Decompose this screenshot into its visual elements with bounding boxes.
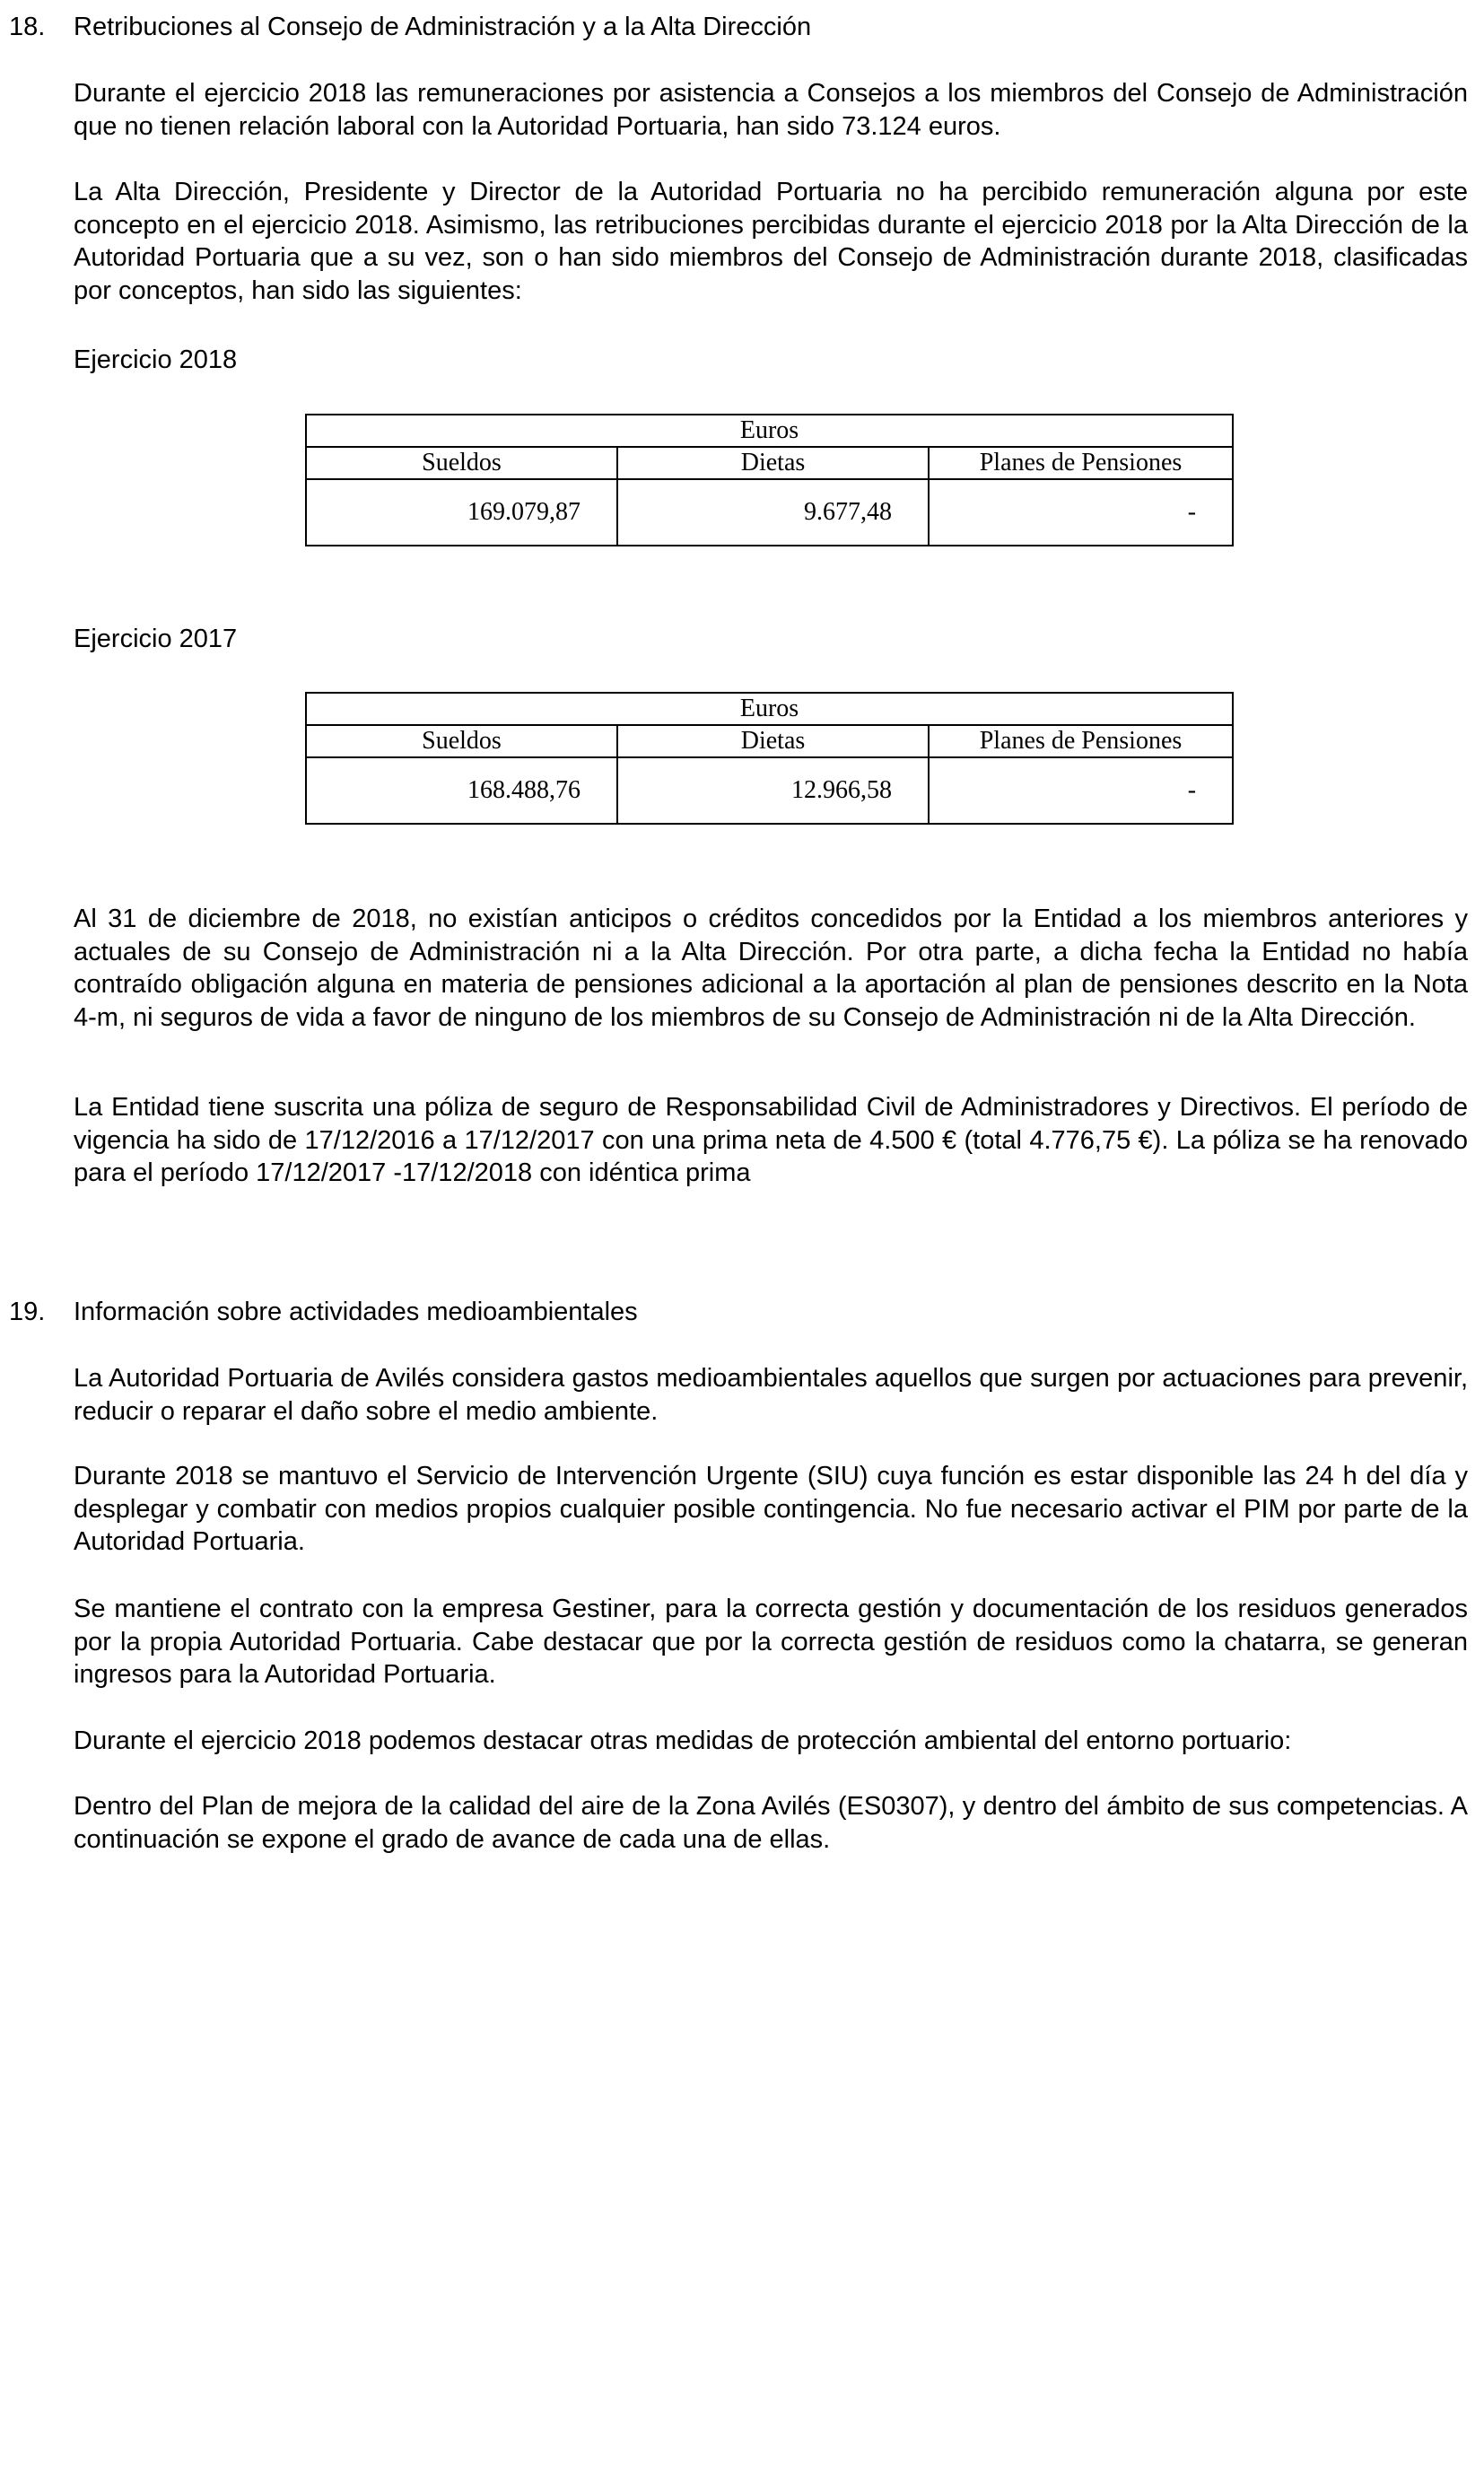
table-cell: 12.966,58 xyxy=(617,757,929,824)
column-header: Planes de Pensiones xyxy=(929,725,1233,757)
column-header: Dietas xyxy=(617,447,929,479)
column-header: Planes de Pensiones xyxy=(929,447,1233,479)
table-cell: 168.488,76 xyxy=(306,757,617,824)
paragraph: Durante el ejercicio 2018 podemos destacar otras medidas de protección ambiental del entorno portuario: xyxy=(74,1726,1292,1755)
paragraph: Durante 2018 se mantuvo el Servicio de Intervención Urgente (SIU) cuya función es estar disponible las 24 h del día y desplegar y combatir con medios propios cualquier posible contingencia. No fue necesario activar el PIM por parte de la Autoridad Portuaria. xyxy=(74,1462,1468,1556)
section-title: Retribuciones al Consejo de Administración y a la Alta Dirección xyxy=(74,13,812,41)
table-caption: Ejercicio 2018 xyxy=(74,345,238,374)
paragraph: Se mantiene el contrato con la empresa Gestiner, para la correcta gestión y documentación de los residuos generados por la propia Autoridad Portuaria. Cabe destacar que por la correcta gestión de residuos como la chatarra, se generan ingresos para la Autoridad Portuaria. xyxy=(74,1595,1468,1689)
column-header: Sueldos xyxy=(306,725,617,757)
paragraph: Durante el ejercicio 2018 las remuneraciones por asistencia a Consejos a los miembros del Consejo de Administración que no tienen relación laboral con la Autoridad Portuaria, han sido 73.124 euros. xyxy=(74,79,1468,141)
paragraph: La Entidad tiene suscrita una póliza de seguro de Responsabilidad Civil de Administradores y Directivos. El período de vigencia ha sido de 17/12/2016 a 17/12/2017 con una prima neta de 4.500 € (total 4.776,75 €). La póliza se ha renovado para el período 17/12/2017 -17/12/2018 con idéntica prima xyxy=(74,1093,1468,1187)
column-header: Dietas xyxy=(617,725,929,757)
paragraph: Al 31 de diciembre de 2018, no existían anticipos o créditos concedidos por la Entidad a los miembros anteriores y actuales de su Consejo de Administración ni a la Alta Dirección. Por otra parte, a dicha fecha la Entidad no había contraído obligación alguna en materia de pensiones adicional a la aportación al plan de pensiones descrito en la Nota 4-m, ni seguros de vida a favor de ninguno de los miembros de su Consejo de Administración ni de la Alta Dirección. xyxy=(74,905,1468,1032)
table-caption: Ejercicio 2017 xyxy=(74,625,238,653)
section-title: Información sobre actividades medioambientales xyxy=(74,1298,638,1326)
section-number: 19. xyxy=(9,1298,46,1326)
remuneration-table-2018 xyxy=(305,414,1234,546)
table-cell: - xyxy=(929,757,1233,824)
paragraph: La Autoridad Portuaria de Avilés considera gastos medioambientales aquellos que surgen por actuaciones para prevenir, reducir o reparar el daño sobre el medio ambiente. xyxy=(74,1364,1468,1426)
section-number: 18. xyxy=(9,13,46,41)
remuneration-table-2017 xyxy=(305,692,1234,825)
paragraph: Dentro del Plan de mejora de la calidad del aire de la Zona Avilés (ES0307), y dentro del ámbito de sus competencias. A continuación se expone el grado de avance de cada una de ellas. xyxy=(74,1792,1468,1854)
table-cell: - xyxy=(929,479,1233,546)
paragraph: La Alta Dirección, Presidente y Director de la Autoridad Portuaria no ha percibido remuneración alguna por este concepto en el ejercicio 2018. Asimismo, las retribuciones percibidas durante el ejercicio 2018 por la Alta Dirección de la Autoridad Portuaria que a su vez, son o han sido miembros del Consejo de Administración durante 2018, clasificadas por conceptos, han sido las siguientes: xyxy=(74,178,1468,305)
table-unit-header: Euros xyxy=(306,415,1233,447)
table-unit-header: Euros xyxy=(306,693,1233,725)
table-cell: 9.677,48 xyxy=(617,479,929,546)
column-header: Sueldos xyxy=(306,447,617,479)
table-cell: 169.079,87 xyxy=(306,479,617,546)
